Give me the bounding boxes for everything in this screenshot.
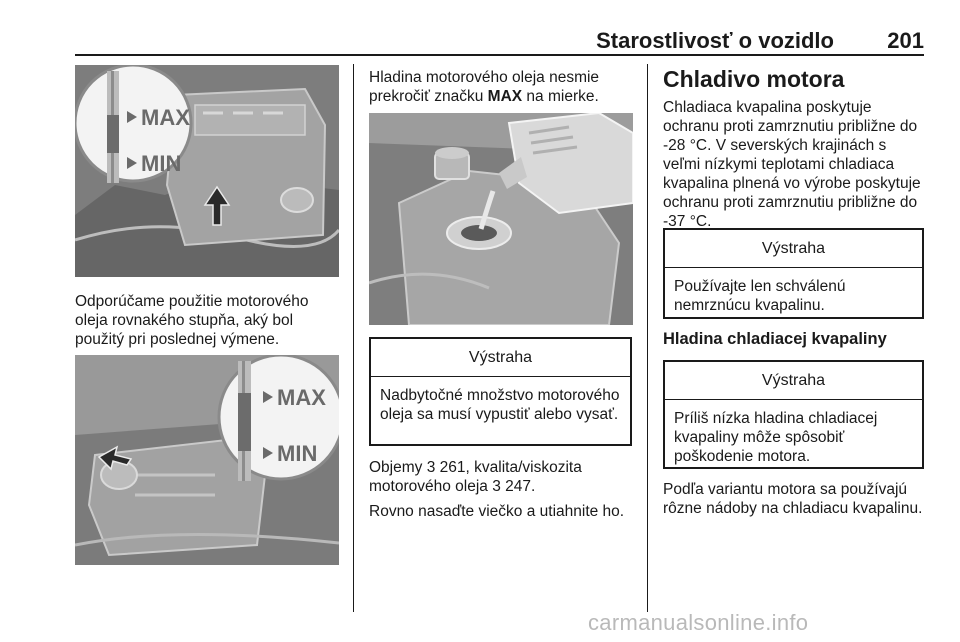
engine-dipstick-illustration-2 [75,355,339,565]
coolant-heading: Chladivo motora [663,66,845,92]
max-mark-paragraph [369,68,635,106]
column-divider-left [353,64,354,612]
header-rule [75,54,924,56]
warning-title: Výstraha [665,362,922,400]
max-label: MAX [277,385,326,410]
page-reference-link[interactable]: 261 [439,459,466,476]
page-reference-link-2[interactable]: 247 [505,478,532,495]
section-title: Starostlivosť o vozidlo [596,28,834,53]
min-label: MIN [277,441,318,466]
oil-grade-paragraph: Odporúčame použitie motorového oleja rovnakého stupňa, aký bol použitý pri poslednej výmene. [75,293,309,348]
oil-filling-illustration [369,113,633,325]
low-coolant-warning [663,360,924,469]
max-mark-strong: MAX [487,88,523,105]
warning-body: Používajte len schválenú nemrznúcu kvapalinu. [674,278,846,314]
engine-dipstick-illustration [75,65,339,277]
oil-overfill-warning [369,337,632,446]
volumes-text: Objemy [369,459,427,476]
approved-antifreeze-warning [663,228,924,319]
coolant-level-heading: Hladina chladiacej kvapaliny [663,330,887,348]
max-mark-tail: na mierke. [522,88,599,105]
volumes-text-2: motorového oleja [369,478,493,495]
volumes-paragraph [369,458,641,496]
warning-body: Nadbytočné množstvo motorového oleja sa musí vypustiť alebo vysať. [380,387,620,423]
max-mark-text: Hladina motorového oleja nesmie prekročiť značku [369,69,600,105]
max-label: MAX [141,105,190,130]
column-divider-right [647,64,648,612]
warning-title: Výstraha [371,339,630,377]
coolant-intro: Chladiaca kvapalina poskytuje ochranu proti zamrznutiu približne do -28 °C. V severských krajinách s veľmi nízkymi teplotami chladiaca kvapalina plnená vo výrobe poskytuje ochranu proti zamrznutiu približne do -37 °C. [663,99,921,230]
cap-instruction: Rovno nasaďte viečko a utiahnite ho. [369,503,625,520]
page-number: 201 [887,28,924,53]
warning-body: Príliš nízka hladina chladiacej kvapaliny môže spôsobiť poškodenie motora. [674,410,878,465]
watermark: carmanualsonline.info [588,610,809,635]
volumes-text-tail: , kvalita/viskozita [465,459,582,476]
warning-title: Výstraha [665,230,922,268]
reference-arrow-icon: 3 [426,459,436,476]
min-label: MIN [141,151,182,176]
page-header [75,22,924,56]
reference-arrow-icon: 3 [492,478,501,495]
volumes-text-tail-2: . [531,478,536,495]
coolant-containers-paragraph: Podľa variantu motora sa používajú rôzne nádoby na chladiacu kvapalinu. [663,481,923,517]
